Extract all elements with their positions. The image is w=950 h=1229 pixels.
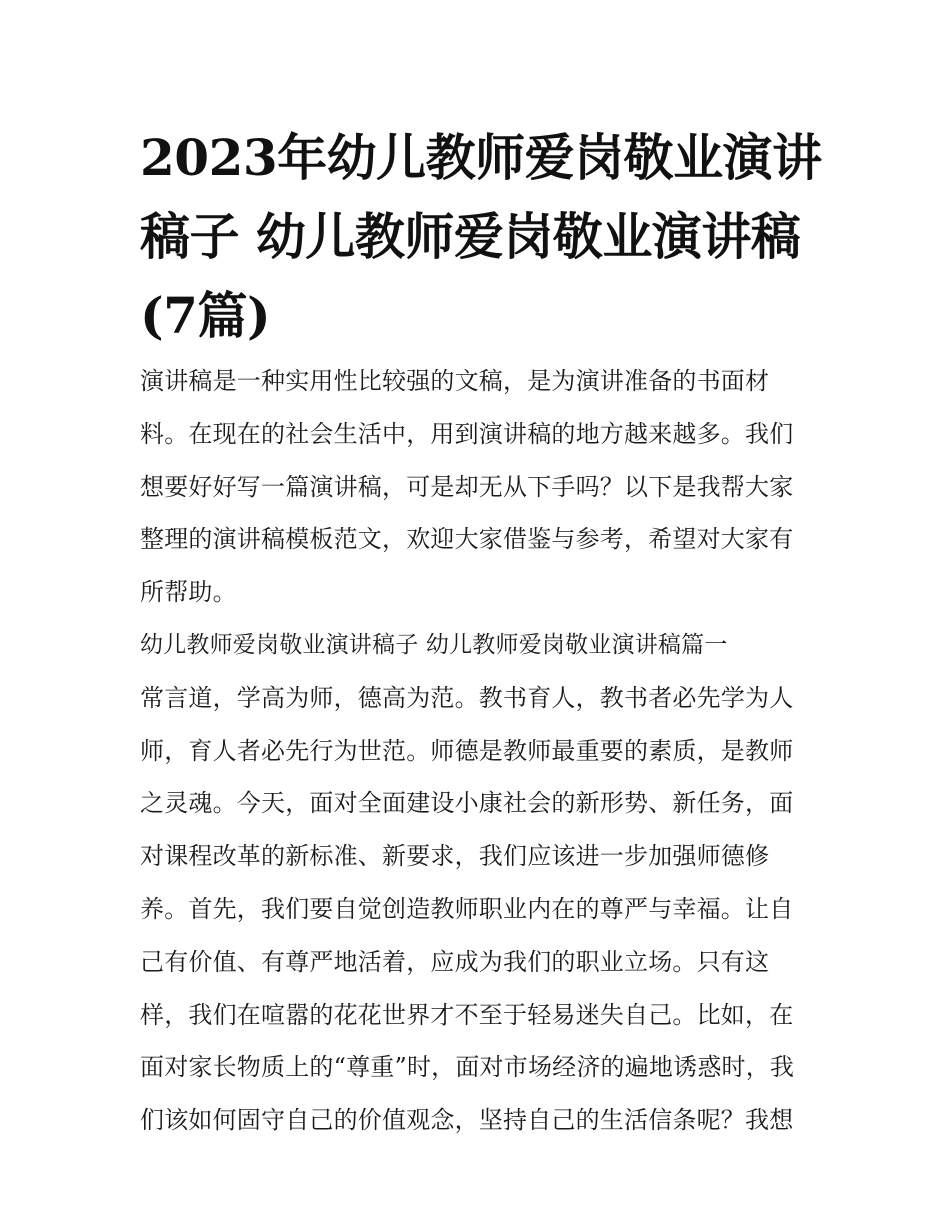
section-paragraph [140,675,820,1150]
paragraph-line: 常言道，学高为师，德高为范。教书育人，教书者必先学为人 [140,683,794,712]
document-body [140,358,820,1150]
title-line: (7篇) [140,286,271,345]
document-title [140,118,820,355]
paragraph-line: 演讲稿是一种实用性比较强的文稿，是为演讲准备的书面材 [140,367,770,395]
paragraph-line: 对课程改革的新标准、新要求，我们应该进一步加强师德修 [140,842,770,871]
paragraph-line: 所帮助。 [140,578,237,607]
paragraph-line: 们该如何固守自己的价值观念，坚持自己的生活信条呢？我想 [140,1106,794,1135]
paragraph-line: 想要好好写一篇演讲稿，可是却无从下手吗？以下是我帮大家 [140,472,794,501]
section-heading: 幼儿教师爱岗敬业演讲稿子 幼儿教师爱岗敬业演讲稿篇一 [140,631,728,658]
paragraph-line: 己有价值、有尊严地活着，应成为我们的职业立场。只有这 [140,947,770,976]
paragraph-line: 之灵魂。今天，面对全面建设小康社会的新形势、新任务，面 [140,789,794,818]
intro-paragraph [140,358,820,622]
paragraph-line: 师，育人者必先行为世范。师德是教师最重要的素质，是教师 [140,736,794,765]
paragraph-line: 整理的演讲稿模板范文，欢迎大家借鉴与参考，希望对大家有 [140,525,794,554]
paragraph-line: 养。首先，我们要自觉创造教师职业内在的尊严与幸福。让自 [140,894,794,923]
paragraph-line: 料。在现在的社会生活中，用到演讲稿的地方越来越多。我们 [140,419,794,448]
paragraph-line: 面对家长物质上的“尊重”时，面对市场经济的遍地诱惑时，我 [140,1053,795,1082]
title-line: 稿子 幼儿教师爱岗敬业演讲稿 [140,207,801,266]
paragraph-line: 样，我们在喧嚣的花花世界才不至于轻易迷失自己。比如，在 [140,1000,794,1029]
title-line: 2023年幼儿教师爱岗敬业演讲 [140,128,822,187]
